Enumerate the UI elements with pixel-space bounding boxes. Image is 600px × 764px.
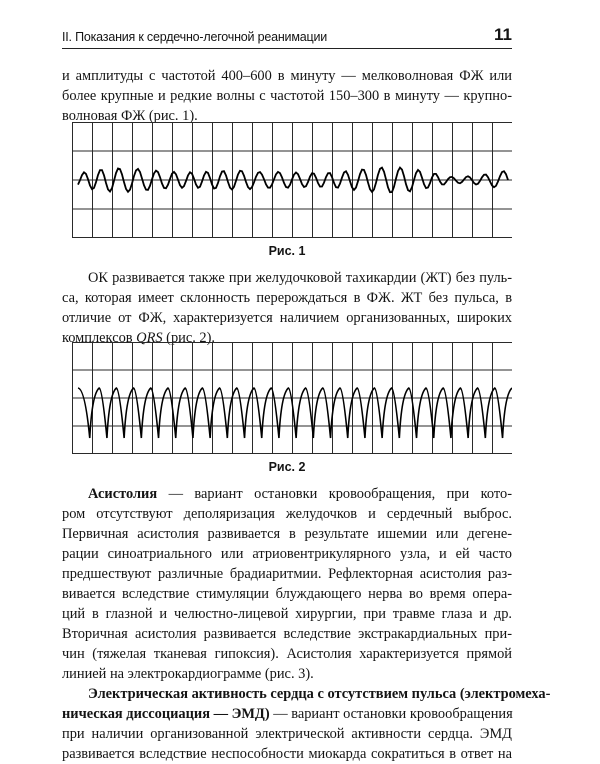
emd-term-part1: Электрическая активность сердца с отсутствием пульса (электромеха-: [88, 686, 551, 702]
text-line: более крупные и редкие волны с частотой 150–300 в минуту — крупно-: [62, 88, 512, 104]
text-line: [62, 684, 551, 704]
text-line: развивается вследствие неспособности миокарда сократиться в ответ на: [62, 746, 512, 762]
text-line: Первичная асистолия развивается в результате ишемии или дегене-: [62, 526, 512, 542]
text-fragment: — вариант остановки кровообращения: [269, 706, 513, 722]
text-line: ром отсутствуют деполяризация желудочков и сердечный выброс.: [62, 506, 512, 522]
running-header: [62, 22, 512, 49]
text-line: при наличии организованной электрической активности сердца. ЭМД: [62, 726, 512, 742]
text-fragment: комплексов: [62, 330, 137, 346]
text-line: линией на электрокардиограмме (рис. 3).: [62, 666, 314, 682]
figure-2-caption: Рис. 2: [268, 460, 306, 474]
text-line: са, которая имеет склонность перерождаться в ФЖ. ЖТ без пульса, в: [62, 290, 512, 306]
text-line: рации синоатриального или атриовентрикулярного узла, и ей часто: [62, 546, 512, 562]
text-line: и амплитуды с частотой 400–600 в минуту — мелковолновая ФЖ или: [62, 68, 512, 84]
figure-1-caption: Рис. 1: [268, 244, 306, 258]
qrs-term: QRS: [136, 330, 163, 346]
text-fragment: (рис. 2).: [162, 330, 216, 346]
text-line: отличие от ФЖ, характеризуется наличием организованных, широких: [62, 310, 512, 326]
text-line: ОК развивается также при желудочковой тахикардии (ЖТ) без пуль-: [88, 270, 512, 286]
text-line: [62, 704, 512, 724]
ecg-trace-tachycardia: [78, 388, 512, 438]
text-line: волновая ФЖ (рис. 1).: [62, 108, 198, 124]
paragraph-vt: [62, 268, 512, 348]
ecg-figure-2-tachycardia: [72, 342, 512, 454]
text-line: чин (тяжелая тканевая гипоксия). Асистолия характеризуется прямой: [62, 646, 512, 662]
header-title: II. Показания к сердечно-легочной реанимации: [62, 30, 328, 44]
asystole-term: Асистолия: [88, 486, 158, 502]
paragraph-asystole: [62, 484, 512, 684]
text-fragment: — вариант остановки кровообращения, при кото-: [157, 486, 512, 502]
text-line: Вторичная асистолия развивается вследствие экстракардиальных при-: [62, 626, 512, 642]
paragraph-emd: [62, 684, 551, 764]
page-number: 11: [494, 25, 512, 44]
text-line: вивается вследствие стимуляции блуждающего нерва во время опера-: [62, 586, 512, 602]
paragraph-vf-continuation: [62, 66, 512, 126]
text-line: ций в глазной и челюстно-лицевой хирургии, при травме глаза и др.: [62, 606, 512, 622]
text-line: [62, 484, 512, 504]
emd-term-part2: ническая диссоциация — ЭМД): [62, 706, 270, 722]
text-line: предшествуют различные брадиаритмии. Рефлекторная асистолия раз-: [62, 566, 512, 582]
ecg-figure-1-fibrillation: [72, 122, 512, 238]
